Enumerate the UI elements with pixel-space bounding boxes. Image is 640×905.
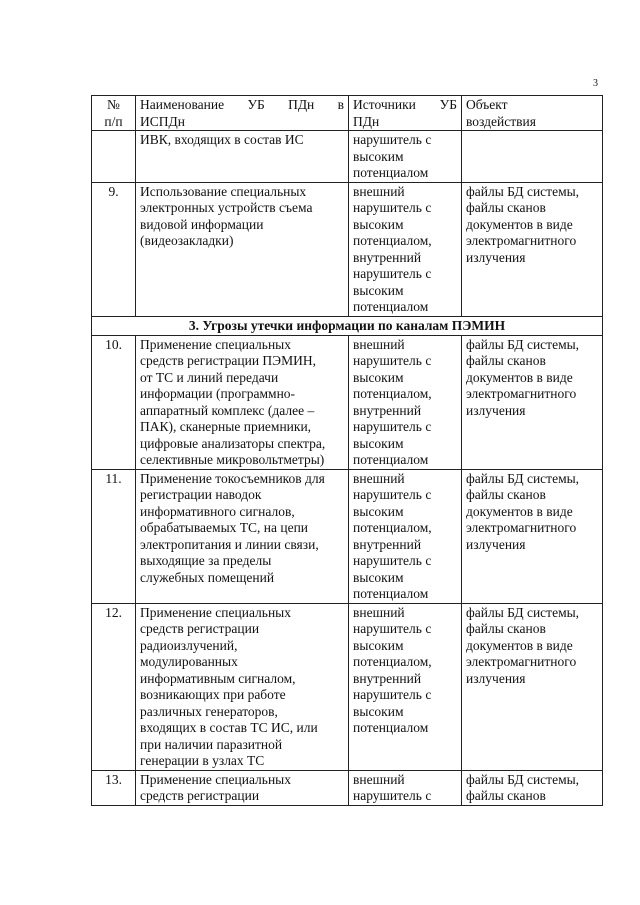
threat-name-line: Использование специальных bbox=[140, 183, 307, 199]
row-number bbox=[92, 131, 136, 183]
threat-sources-line: высоким bbox=[353, 148, 404, 164]
threat-name bbox=[136, 131, 349, 183]
threat-sources-line: внутренний bbox=[353, 536, 422, 552]
threat-name-line: средств регистрации ПЭМИН, bbox=[140, 353, 316, 368]
threat-sources-line: нарушитель с bbox=[353, 621, 432, 636]
threat-sources-line: высоким bbox=[353, 216, 404, 232]
threat-sources bbox=[349, 469, 462, 603]
threat-name-line: селективные микровольтметры) bbox=[140, 452, 325, 467]
impact-object-line: файлы БД системы, bbox=[466, 183, 580, 199]
threat-sources-line: потенциалом bbox=[353, 299, 429, 314]
impact-object-line: файлы БД системы, bbox=[466, 470, 580, 486]
row-number: 13. bbox=[92, 770, 136, 805]
threat-name-line: модулированных bbox=[140, 654, 238, 669]
threat-name-line: входящих в состав ТС ИС, или bbox=[140, 720, 318, 735]
threat-name-line: видовой информации bbox=[140, 216, 264, 232]
threat-sources-line: высоким bbox=[353, 369, 404, 385]
threats-table bbox=[91, 95, 603, 806]
threat-name-line: служебных помещений bbox=[140, 569, 275, 585]
impact-object-line: файлы сканов bbox=[466, 353, 546, 368]
threat-sources-line: внутренний bbox=[353, 249, 422, 265]
threat-sources-line: внутренний bbox=[353, 402, 422, 418]
threat-sources-line: внешний bbox=[353, 771, 405, 787]
threat-name-line: при наличии паразитной bbox=[140, 736, 283, 752]
header-name-line: ИСПДн bbox=[140, 113, 185, 129]
threat-sources-line: высоким bbox=[353, 703, 404, 719]
threat-sources bbox=[349, 603, 462, 770]
header-sources-line: ПДн bbox=[353, 113, 380, 129]
threat-sources-line: потенциалом bbox=[353, 720, 429, 735]
threat-name-line: Применение токосъемников для bbox=[140, 470, 325, 486]
threat-name-line: аппаратный комплекс (далее – bbox=[140, 402, 315, 418]
table-row bbox=[92, 131, 603, 183]
threat-name-line: информативного сигналов, bbox=[140, 503, 295, 519]
threat-name bbox=[136, 469, 349, 603]
threat-sources-line: внешний bbox=[353, 470, 405, 486]
threat-sources-line: нарушитель с bbox=[353, 266, 432, 281]
impact-object bbox=[462, 603, 603, 770]
header-object bbox=[462, 96, 603, 131]
impact-object-line: файлы БД системы, bbox=[466, 336, 580, 352]
threat-name-line: генерации в узлах ТС bbox=[140, 753, 265, 768]
impact-object bbox=[462, 335, 603, 469]
threat-name-line: Применение специальных bbox=[140, 604, 291, 620]
impact-object bbox=[462, 469, 603, 603]
threat-name-line: средств регистрации bbox=[140, 621, 260, 636]
impact-object-line: электромагнитного bbox=[466, 520, 577, 535]
threat-sources bbox=[349, 182, 462, 316]
threat-name-line: ПАК), сканерные приемники, bbox=[140, 419, 312, 434]
threat-sources bbox=[349, 131, 462, 183]
threat-name bbox=[136, 182, 349, 316]
threat-sources bbox=[349, 335, 462, 469]
threat-sources bbox=[349, 770, 462, 805]
threat-name-line: электропитания и линии связи, bbox=[140, 536, 319, 552]
threat-name bbox=[136, 335, 349, 469]
section-heading-row bbox=[92, 316, 603, 335]
table-row bbox=[92, 603, 603, 770]
threat-sources-line: нарушитель с bbox=[353, 687, 432, 702]
threat-sources-line: потенциалом bbox=[353, 452, 429, 467]
impact-object-line: файлы сканов bbox=[466, 788, 546, 803]
threat-name-line: возникающих при работе bbox=[140, 687, 286, 702]
threat-name-line: выходящие за пределы bbox=[140, 553, 272, 568]
threat-sources-line: потенциалом bbox=[353, 165, 429, 180]
header-sources bbox=[349, 96, 462, 131]
threat-sources-line: нарушитель с bbox=[353, 353, 432, 368]
header-object-line: Объект bbox=[466, 97, 508, 112]
header-name bbox=[136, 96, 349, 131]
impact-object-line: излучения bbox=[466, 249, 526, 265]
impact-object-line: файлы БД системы, bbox=[466, 771, 580, 787]
impact-object-line: электромагнитного bbox=[466, 654, 577, 669]
row-number: 10. bbox=[92, 335, 136, 469]
threat-name-line: средств регистрации bbox=[140, 788, 260, 803]
threat-name-line: информации (программно- bbox=[140, 386, 296, 401]
section-heading: 3. Угрозы утечки информации по каналам ПЭМИН bbox=[92, 316, 603, 335]
impact-object-line: файлы БД системы, bbox=[466, 604, 580, 620]
threat-sources-line: высоким bbox=[353, 435, 404, 451]
row-number: 12. bbox=[92, 603, 136, 770]
impact-object-line: документов в виде bbox=[466, 216, 573, 232]
impact-object-line: файлы сканов bbox=[466, 200, 546, 215]
impact-object-line: файлы сканов bbox=[466, 621, 546, 636]
threat-sources-line: высоким bbox=[353, 503, 404, 519]
impact-object-line: документов в виде bbox=[466, 369, 573, 385]
threat-sources-line: нарушитель с bbox=[353, 487, 432, 502]
threat-sources-line: внешний bbox=[353, 604, 405, 620]
table-row bbox=[92, 469, 603, 603]
threat-name-line: ИВК, входящих в состав ИС bbox=[140, 132, 304, 147]
impact-object-line: излучения bbox=[466, 536, 526, 552]
threat-sources-line: потенциалом, bbox=[353, 386, 432, 401]
threat-name-line: от ТС и линий передачи bbox=[140, 369, 279, 385]
threat-name-line: обрабатываемых ТС, на цепи bbox=[140, 520, 309, 535]
threat-sources-line: нарушитель с bbox=[353, 419, 432, 434]
threat-sources-line: нарушитель с bbox=[353, 788, 432, 803]
threat-name bbox=[136, 770, 349, 805]
threat-name-line: информативным сигналом, bbox=[140, 670, 296, 686]
threat-name-line: (видеозакладки) bbox=[140, 233, 234, 248]
impact-object-line: документов в виде bbox=[466, 637, 573, 653]
threat-sources-line: высоким bbox=[353, 569, 404, 585]
threat-sources-line: внутренний bbox=[353, 670, 422, 686]
threat-name-line: Применение специальных bbox=[140, 771, 291, 787]
threat-name-line: различных генераторов, bbox=[140, 703, 278, 719]
threat-sources-line: внешний bbox=[353, 336, 405, 352]
table-row bbox=[92, 335, 603, 469]
impact-object bbox=[462, 131, 603, 183]
threat-sources-line: высоким bbox=[353, 282, 404, 298]
impact-object bbox=[462, 182, 603, 316]
threat-sources-line: потенциалом, bbox=[353, 654, 432, 669]
header-object-line: воздействия bbox=[466, 113, 536, 129]
threat-sources-line: нарушитель с bbox=[353, 553, 432, 568]
impact-object-line: излучения bbox=[466, 402, 526, 418]
threat-name-line: радиоизлучений, bbox=[140, 637, 238, 653]
header-sources-line: Источники УБ bbox=[353, 97, 457, 112]
impact-object-line: электромагнитного bbox=[466, 386, 577, 401]
table-row bbox=[92, 182, 603, 316]
impact-object-line: документов в виде bbox=[466, 503, 573, 519]
impact-object-line: файлы сканов bbox=[466, 487, 546, 502]
threat-sources-line: потенциалом, bbox=[353, 233, 432, 248]
row-number: 11. bbox=[92, 469, 136, 603]
impact-object-line: электромагнитного bbox=[466, 233, 577, 248]
threat-sources-line: потенциалом bbox=[353, 586, 429, 601]
threat-name-line: Применение специальных bbox=[140, 336, 291, 352]
threat-sources-line: нарушитель с bbox=[353, 132, 432, 147]
page-number: 3 bbox=[593, 78, 598, 89]
threat-sources-line: высоким bbox=[353, 637, 404, 653]
table-row bbox=[92, 770, 603, 805]
impact-object bbox=[462, 770, 603, 805]
impact-object-line: излучения bbox=[466, 670, 526, 686]
threat-name-line: электронных устройств съема bbox=[140, 200, 313, 215]
threat-name bbox=[136, 603, 349, 770]
threat-name-line: регистрации наводок bbox=[140, 487, 262, 502]
table-header-row bbox=[92, 96, 603, 131]
row-number: 9. bbox=[92, 182, 136, 316]
threat-sources-line: потенциалом, bbox=[353, 520, 432, 535]
header-num: № п/п bbox=[92, 96, 136, 131]
header-name-line: Наименование УБ ПДн в bbox=[140, 97, 344, 112]
threat-sources-line: внешний bbox=[353, 183, 405, 199]
threat-name-line: цифровые анализаторы спектра, bbox=[140, 435, 326, 451]
threat-sources-line: нарушитель с bbox=[353, 200, 432, 215]
